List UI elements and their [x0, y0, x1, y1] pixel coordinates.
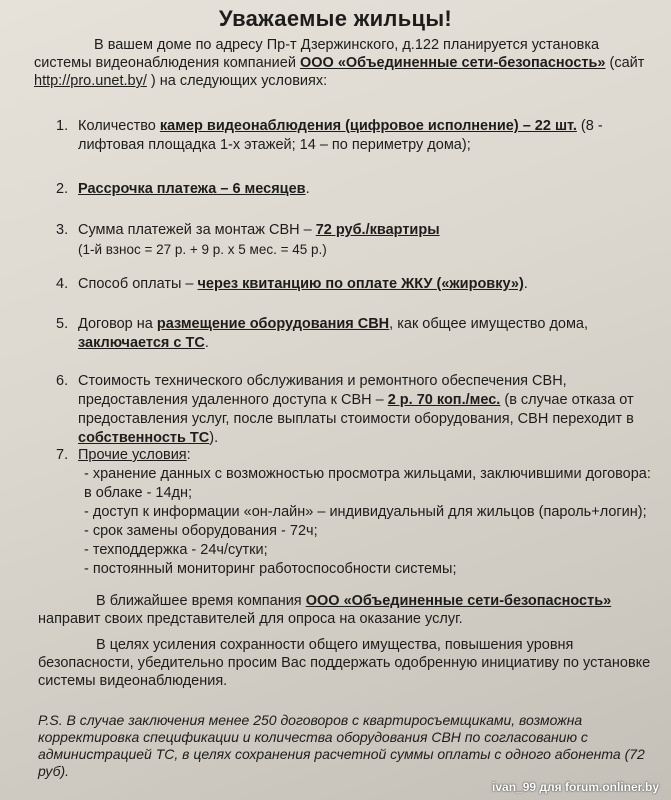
intro-company: ООО «Объединенные сети-безопасность»: [299, 55, 606, 71]
item-bold-2: заключается с ТС: [78, 335, 205, 351]
watermark-text: ivan_99 для forum.onliner.by: [492, 780, 659, 794]
appeal-paragraph: В целях усиления сохранности общего имущества, повышения уровня безопасности, убедительно просим Вас поддержать одобренную инициативу по установке системы видеонаблюдения.: [38, 637, 651, 689]
condition-item: - срок замены оборудования - 72ч;: [84, 523, 318, 539]
item-text: Сумма платежей за монтаж СВН –: [78, 222, 312, 238]
item-heading: Прочие условия: [78, 447, 187, 463]
closing-paragraph: [38, 592, 658, 628]
item-number: 4.: [56, 276, 69, 292]
list-item: [56, 117, 656, 155]
intro-text: В вашем доме по адресу Пр-т Дзержинского, д.122 планируется установка системы видеонаблюдения компанией: [34, 37, 600, 71]
intro-site-suffix: ) на следующих условиях:: [150, 73, 328, 89]
list-item-other-conditions: [56, 446, 656, 579]
item-text: Количество: [78, 118, 156, 134]
item-bold-2: собственность ТС: [78, 430, 210, 446]
item-bold: 2 р. 70 коп./мес.: [387, 392, 501, 408]
item-text: Способ оплаты –: [78, 276, 194, 292]
item-text-mid: (в случае отказа от предоставления услуг, после выплаты стоимости оборудования, СВН переходит в: [78, 392, 634, 427]
item-bold: камер видеонаблюдения (цифровое исполнение) – 22 шт.: [159, 118, 577, 134]
condition-item: - постоянный мониторинг работоспособности системы;: [84, 561, 457, 577]
closing-text-post: направит своих представителей для опроса на оказание услуг.: [38, 611, 463, 627]
item-number: 2.: [56, 181, 69, 197]
item-number: 5.: [56, 316, 69, 332]
list-item: [56, 221, 656, 260]
item-subtext: (1-й взнос = 27 р. + 9 р. x 5 мес. = 45 р.): [78, 242, 327, 257]
item-text-post: ).: [209, 430, 219, 446]
closing-company: ООО «Объединенные сети-безопасность»: [305, 593, 612, 609]
list-item: [56, 275, 656, 294]
condition-item: - техподдержка - 24ч/сутки;: [84, 542, 268, 558]
condition-item: - хранение данных с возможностью просмотра жильцами, заключившими договора: в облаке - 14дн;: [84, 466, 651, 501]
intro-site-link[interactable]: http://pro.unet.by/: [34, 73, 147, 89]
item-number: 1.: [56, 118, 69, 134]
item-bold: 72 руб./квартиры: [315, 222, 440, 238]
item-number: 6.: [56, 373, 69, 389]
item-number: 3.: [56, 222, 69, 238]
closing-text: В ближайшее время компания: [96, 593, 302, 609]
item-bold: размещение оборудования СВН: [156, 316, 390, 332]
item-bold: через квитанцию по оплате ЖКУ («жировку»): [197, 276, 524, 292]
list-item: [56, 315, 656, 353]
item-text-post: (8 - лифтовая площадка 1-х этажей; 14 – по периметру дома);: [78, 118, 603, 153]
item-text: Стоимость технического обслуживания и ремонтного обеспечения СВН, предоставления удаленного доступа к СВН –: [78, 373, 567, 408]
item-bold: Рассрочка платежа – 6 месяцев: [78, 181, 306, 197]
list-item: [56, 180, 656, 199]
item-text: Договор на: [78, 316, 153, 332]
intro-paragraph: [34, 36, 659, 90]
page-title: Уважаемые жильцы!: [218, 6, 453, 31]
item-text-post: .: [523, 276, 528, 292]
item-text-post: .: [305, 181, 310, 197]
item-text-post: .: [204, 335, 209, 351]
intro-site-prefix: (сайт: [609, 55, 645, 71]
condition-item: - доступ к информации «он-лайн» – индивидуальный для жильцов (пароль+логин);: [84, 504, 647, 520]
item-number: 7.: [56, 447, 69, 463]
conditions-list: [78, 465, 656, 579]
item-heading-colon: :: [186, 447, 191, 463]
postscript: P.S. В случае заключения менее 250 договоров с квартиросъемщиками, возможна корректировка спецификации и количества оборудования СВН по согласованию с администрацией ТС, в целях сохранения расчетной суммы оплаты с одного абонента (72 руб).: [38, 712, 645, 779]
item-text-mid: , как общее имущество дома,: [389, 316, 589, 332]
list-item: [56, 372, 656, 448]
